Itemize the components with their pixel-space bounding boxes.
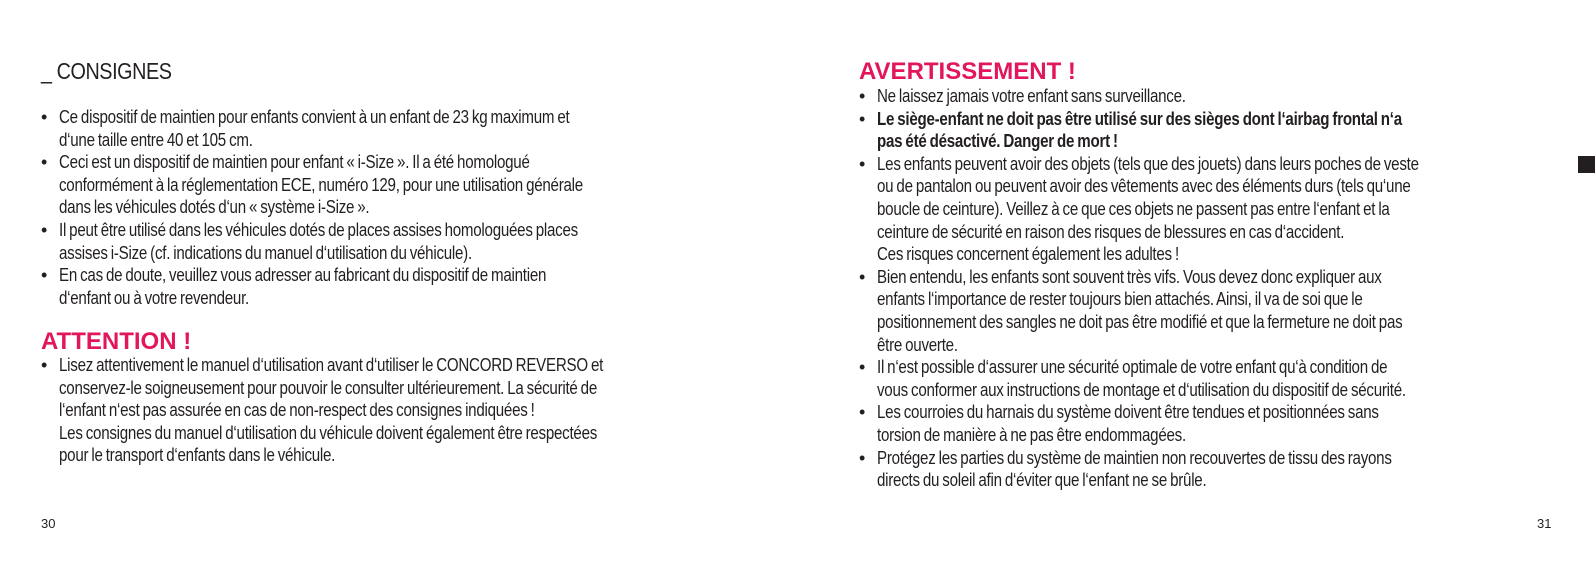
list-item: • Bien entendu, les enfants sont souvent très vifs. Vous devez donc expliquer aux enfants l‘importance de rester toujours bien attachés. Ainsi, il va de soi que le positionnement des sangles ne doit pas être modifié et que la fermeture ne doit pas être ouverte.: [859, 266, 1565, 356]
avertissement-heading: AVERTISSEMENT !: [859, 58, 1076, 85]
attention-list: [41, 354, 731, 467]
section-title-consignes: _ CONSIGNES: [41, 58, 172, 84]
section-tab-marker: [1578, 156, 1595, 173]
list-item: • Il peut être utilisé dans les véhicules dotés de places assises homologuées places assises i-Size (cf. indications du manuel d‘utilisation du véhicule).: [41, 219, 731, 264]
list-item: • Ne laissez jamais votre enfant sans surveillance.: [859, 85, 1565, 108]
attention-heading: ATTENTION !: [41, 328, 192, 355]
avertissement-list: [859, 85, 1565, 492]
list-item: • Il n‘est possible d‘assurer une sécurité optimale de votre enfant qu‘à condition de vous conformer aux instructions de montage et d‘utilisation du dispositif de sécurité.: [859, 356, 1565, 401]
list-item: • Les courroies du harnais du système doivent être tendues et positionnées sans torsion de manière à ne pas être endommagées.: [859, 401, 1565, 446]
list-item-warning: • Le siège-enfant ne doit pas être utilisé sur des sièges dont l‘airbag frontal n‘a pas été désactivé. Danger de mort !: [859, 108, 1565, 153]
list-item: • Lisez attentivement le manuel d‘utilisation avant d‘utiliser le CONCORD REVERSO et conservez-le soigneusement pour pouvoir le consulter ultérieurement. La sécurité de l‘enfant n‘est pas assurée en cas de non-respect des consignes indiquées ! Les consignes du manuel d‘utilisation du véhicule doivent également être respectées pour le transport d‘enfants dans le véhicule.: [41, 354, 731, 467]
list-item: • Protégez les parties du système de maintien non recouvertes de tissu des rayons directs du soleil afin d‘éviter que l‘enfant ne se brûle.: [859, 447, 1565, 492]
list-item: • Ceci est un dispositif de maintien pour enfant « i-Size ». Il a été homologué conformément à la réglementation ECE, numéro 129, pour une utilisation générale dans les véhicules dotés d‘un « système i-Size ».: [41, 151, 731, 219]
list-item: • Ce dispositif de maintien pour enfants convient à un enfant de 23 kg maximum et d‘une taille entre 40 et 105 cm.: [41, 106, 731, 151]
list-item: • Les enfants peuvent avoir des objets (tels que des jouets) dans leurs poches de veste ou de pantalon ou peuvent avoir des vêtements avec des éléments durs (tels qu‘une boucle de ceinture). Veillez à ce que ces objets ne passent pas entre l‘enfant et la ceinture de sécurité en raison des risques de blessures en cas d‘accident. Ces risques concernent également les adultes !: [859, 153, 1565, 266]
list-item: • En cas de doute, veuillez vous adresser au fabricant du dispositif de maintien d‘enfant ou à votre revendeur.: [41, 264, 731, 309]
page-number-right: 31: [1537, 516, 1552, 531]
page-number-left: 30: [41, 516, 56, 531]
consignes-list: [41, 106, 731, 309]
